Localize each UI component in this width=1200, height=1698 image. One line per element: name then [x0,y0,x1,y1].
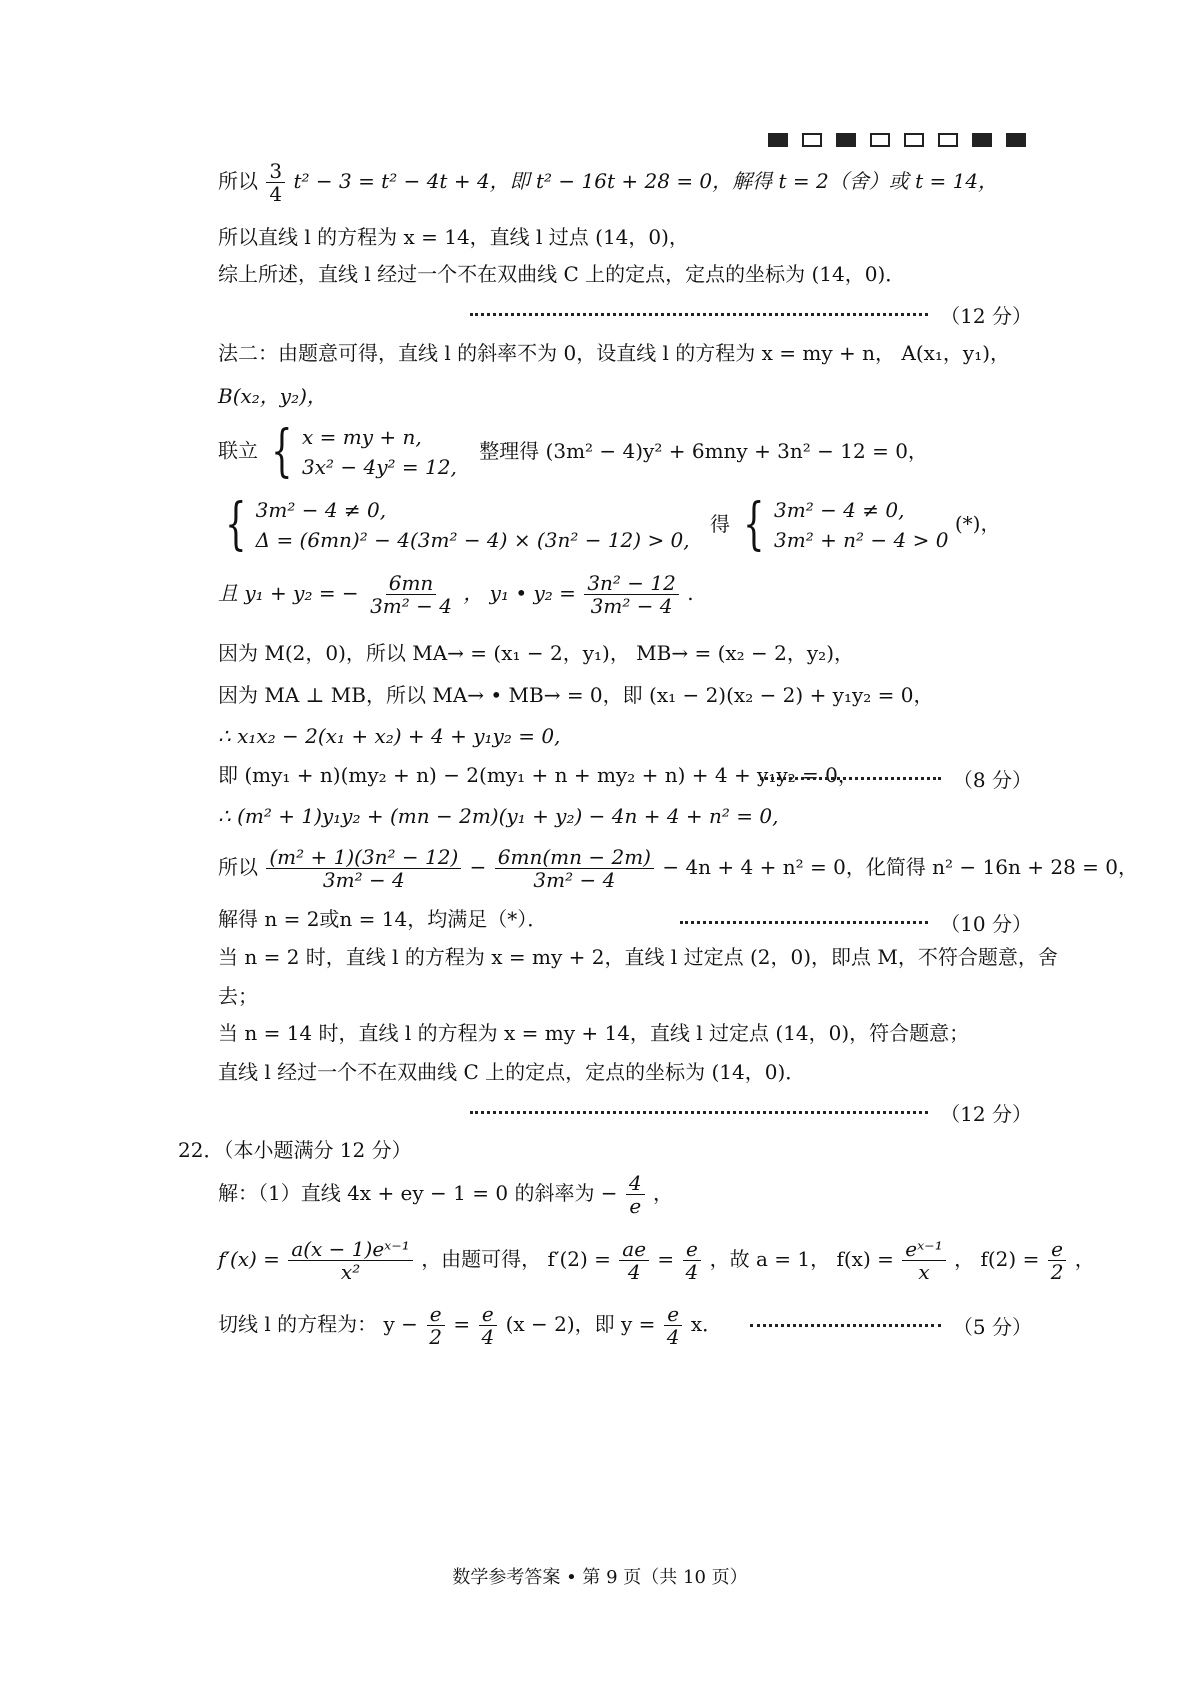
square-mark [1006,133,1026,147]
fraction: $\frac{e}{4}$ [683,1238,702,1283]
solution-line: 因为 MA ⊥ MB，所以 MA→ • MB→ = 0，即 (x₁ − 2)(x₂ − 2) + y₁y₂ = 0， [218,683,934,707]
fraction: $\frac{e}{2}$ [426,1303,445,1348]
fraction: $\frac{6mn}{\text{3m² − 4}}$ [370,571,452,618]
solution-line: 所以 $\frac{3}{4}$ t² − 3 = t² − 4t + 4，即 t² − 16t + 28 = 0，解得 t = 2（舍）或 t = 14， [218,159,999,206]
solution-line: B(x₂，y₂)， [218,384,327,408]
solution-line: 直线 l 经过一个不在双曲线 C 上的定点，定点的坐标为 (14，0)． [218,1060,806,1084]
square-mark [972,133,992,147]
score-marker: （10 分） [680,908,1032,937]
solution-line: ∴ (m² + 1)y₁y₂ + (mn − 2m)(y₁ + y₂) − 4n + 4 + n² = 0, [218,804,779,828]
solution-line: f′(x) = $\frac{\text{a(x − 1)eˣ⁻¹}}{\text{x²}}$ ，由题可得， f′(2) = $\frac{ae}{4}$ = $\frac{e}{4}$ ，故 a = 1， f(x) = $\frac{\text{eˣ⁻¹}}{x}$ ， f(2) = $\frac{e}{2}$ ， [218,1237,1095,1284]
fraction: $\frac{6mn(mn - 2m)}{\text{3m² − 4}}$ [495,846,654,891]
question-heading: 22．（本小题满分 12 分） [178,1138,412,1162]
square-mark [768,133,788,147]
score-marker: （12 分） [470,1098,1032,1127]
square-mark [836,133,856,147]
solution-line: 所以直线 l 的方程为 x = 14，直线 l 过点 (14，0)， [218,225,689,249]
square-mark [904,133,924,147]
solution-line: 去； [218,984,258,1008]
fraction: $\frac{e}{2}$ [1048,1238,1067,1283]
score-marker: （8 分） [760,764,1032,793]
square-mark [938,133,958,147]
solution-line: ∴ x₁x₂ − 2(x₁ + x₂) + 4 + y₁y₂ = 0, [218,724,561,748]
solution-line: 即 (my₁ + n)(my₂ + n) − 2(my₁ + n + my₂ + n) + 4 + y₁y₂ = 0， [218,763,858,787]
fraction: $\frac{\text{3n² − 12}}{\text{3m² − 4}}$ [584,572,679,617]
solution-line: 法二：由题意可得，直线 l 的斜率不为 0，设直线 l 的方程为 x = my + n， A(x₁，y₁)， [218,341,1011,365]
solution-line: 切线 l 的方程为： y − $\frac{e}{2}$ = $\frac{e}{4}$ (x − 2)，即 y = $\frac{e}{4}$ x． [218,1302,723,1349]
square-mark [870,133,890,147]
solution-line: 综上所述，直线 l 经过一个不在双曲线 C 上的定点，定点的坐标为 (14，0)． [218,262,906,286]
dot-leader [760,777,941,780]
solution-line: 解得 n = 2或n = 14，均满足（*）． [218,907,548,931]
solution-line: 当 n = 2 时，直线 l 的方程为 x = my + 2，直线 l 过定点 (2，0)，即点 M，不符合题意，舍 [218,945,1058,969]
solution-line: { 3m² − 4 ≠ 0, Δ = (6mn)² − 4(3m² − 4) × (3n² − 12) > 0, 得 { 3m² − 4 ≠ 0, 3m² + n² − 4 > 0 (*)， [218,495,1000,555]
fraction: $\frac{e}{4}$ [664,1303,683,1348]
solution-line: 联立 { x = my + n, 3x² − 4y² = 12, 整理得 (3m² − 4)y² + 6mny + 3n² − 12 = 0， [218,419,928,484]
solution-line: 因为 M(2，0)，所以 MA→ = (x₁ − 2，y₁)， MB→ = (x₂ − 2，y₂)， [218,641,854,665]
score-marker: （5 分） [750,1311,1032,1340]
square-mark [802,133,822,147]
solution-line: 且 y₁ + y₂ = − $\frac{6mn}{\text{3m² − 4}}$ ， y₁ • y₂ = $\frac{\text{3n² − 12}}{\text{3m² − 4}}$ . [218,571,694,618]
fraction: $\frac{\text{a(x − 1)eˣ⁻¹}}{\text{x²}}$ [288,1238,413,1283]
solution-line: 当 n = 14 时，直线 l 的方程为 x = my + 14，直线 l 过定点 (14，0)，符合题意； [218,1021,970,1045]
header-square-pattern [768,133,1026,147]
fraction: $\frac{ae}{4}$ [619,1238,649,1283]
equation-system: { x = my + n, 3x² − 4y² = 12, [271,419,457,484]
fraction: $\frac{4}{e}$ [626,1172,645,1217]
solution-line: 所以 $\frac{\text{(m² + 1)(3n² − 12)}}{\text{3m² − 4}}$ − $\frac{6mn(mn - 2m)}{\text{3m² − 4}}$ − 4n + 4 + n² = 0，化简得 n² − 16n + 28 = 0， [218,845,1138,892]
page-footer: 数学参考答案 • 第 9 页（共 10 页） [452,1567,748,1588]
dot-leader [470,1111,928,1114]
equation-system: { 3m² − 4 ≠ 0, 3m² + n² − 4 > 0 [743,492,949,557]
fraction: $\frac{e}{4}$ [478,1303,497,1348]
solution-line: 解：（1）直线 4x + ey − 1 = 0 的斜率为 − $\frac{4}{e}$ ， [218,1171,674,1218]
dot-leader [470,313,928,316]
score-marker: （12 分） [470,300,1032,329]
fraction: $\frac{\text{(m² + 1)(3n² − 12)}}{\text{3m² − 4}}$ [266,846,461,891]
dot-leader [680,921,928,924]
equation-system: { 3m² − 4 ≠ 0, Δ = (6mn)² − 4(3m² − 4) × (3n² − 12) > 0, [225,492,690,557]
fraction: $\frac{3}{4}$ [266,160,285,205]
fraction: $\frac{\text{eˣ⁻¹}}{x}$ [902,1238,946,1283]
dot-leader [750,1324,941,1327]
